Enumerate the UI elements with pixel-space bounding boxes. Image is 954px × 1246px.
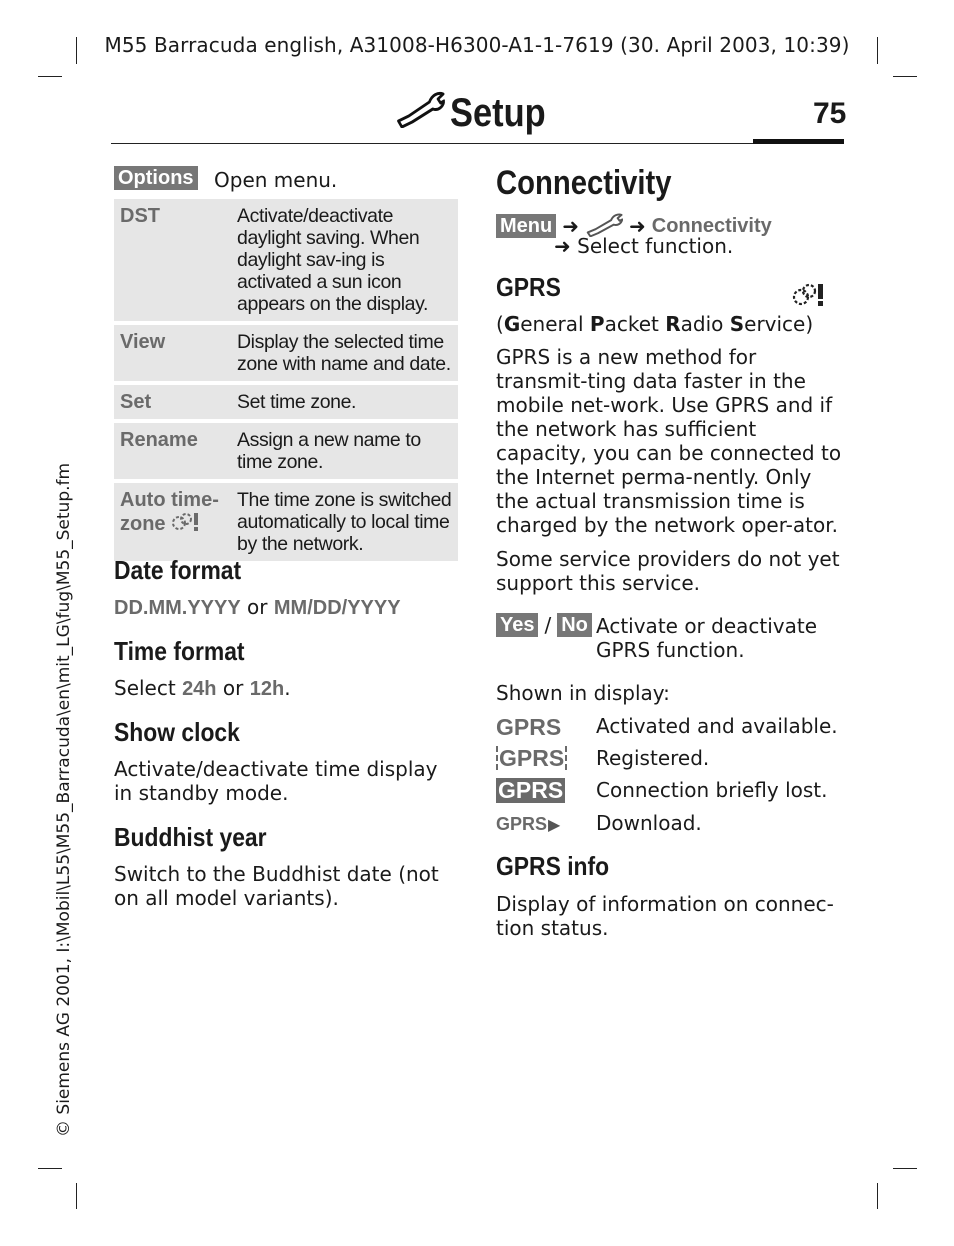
crop-mark: [76, 1183, 77, 1209]
crop-mark: [38, 76, 62, 77]
gprs-state-desc: Registered.: [596, 746, 710, 770]
gprs-state-desc: Download.: [596, 811, 702, 835]
shown-in-display: Shown in display:: [496, 681, 670, 705]
word-rest: eneral: [520, 312, 590, 336]
gprs-download-indicator: [496, 814, 560, 835]
initial-letter: G: [503, 312, 521, 336]
time-format-heading: Time format: [114, 636, 245, 666]
show-clock-heading: Show clock: [114, 717, 240, 747]
gprs-info-text: Display of information on connec-tion status.: [496, 892, 834, 940]
arrow-right-icon: ➜: [562, 214, 579, 238]
separator: /: [544, 613, 552, 637]
gprs-heading: GPRS: [496, 272, 561, 302]
table-row: [114, 325, 458, 385]
date-format-options: [114, 595, 401, 620]
word-rest: adio: [680, 312, 730, 336]
word-rest: acket: [604, 312, 666, 336]
gprs-expansion: (General Packet Radio Service): [496, 312, 814, 336]
select-text: Select: [114, 676, 176, 700]
arrow-right-icon: ➜: [628, 214, 646, 238]
date-format-heading: Date format: [114, 555, 242, 585]
option-key: Rename: [114, 423, 237, 483]
date-format-option: MM/DD/YYYY: [273, 597, 401, 619]
page-number: 75: [813, 97, 847, 130]
option-key-text: Auto time-zone: [120, 489, 219, 535]
or-text: or: [222, 676, 244, 700]
time-format-option: 24h: [182, 678, 217, 700]
period: .: [284, 676, 291, 700]
option-desc: Activate/deactivate daylight saving. When daylight sav-ing is activated a sun icon appears on the display.: [237, 199, 458, 325]
gprs-download-icon: GPRS: [496, 814, 548, 834]
crop-mark: [38, 1168, 62, 1169]
option-key: Set: [114, 385, 237, 423]
gprs-availability: Some service providers do not yet support this service.: [496, 547, 840, 595]
initial-letter: S: [729, 312, 745, 336]
option-key: DST: [114, 199, 237, 325]
gprs-active-icon: GPRS: [496, 714, 562, 740]
yes-no-desc: Activate or deactivate GPRS function.: [596, 614, 818, 662]
play-triangle-icon: ▶: [548, 815, 561, 834]
crop-mark: [893, 1168, 917, 1169]
page-number-rule: [753, 139, 844, 144]
show-clock-text: Activate/deactivate time display in standby mode.: [114, 757, 438, 805]
table-row: [114, 423, 458, 483]
gprs-lost-icon: GPRS: [498, 777, 564, 803]
connectivity-heading: Connectivity: [496, 164, 672, 202]
word-rest: ervice: [744, 312, 806, 336]
no-softkey: No: [557, 613, 592, 637]
option-desc: Set time zone.: [237, 385, 458, 423]
option-desc: Assign a new name to time zone.: [237, 423, 458, 483]
options-table: [114, 199, 458, 565]
network-service-icon: [171, 511, 203, 538]
time-format-option: 12h: [249, 678, 285, 700]
menu-path-item: Connectivity: [651, 214, 772, 237]
buddhist-year-text: Switch to the Buddhist date (not on all model variants).: [114, 862, 439, 910]
gprs-state-desc: Activated and available.: [596, 714, 838, 738]
menu-softkey: Menu: [496, 214, 556, 238]
print-header: M55 Barracuda english, A31008-H6300-A1-1-7619 (30. April 2003, 10:39): [104, 33, 850, 57]
option-key: [114, 483, 237, 565]
gprs-state-desc: Connection briefly lost.: [596, 778, 828, 802]
select-function-text: Select function.: [577, 234, 734, 258]
page-title: [395, 88, 546, 138]
gprs-info-heading: GPRS info: [496, 851, 610, 881]
initial-letter: P: [589, 312, 605, 336]
table-row: [114, 385, 458, 423]
page-title-text: Setup: [450, 90, 546, 135]
side-file-path: © Siemens AG 2001, I:\Mobil\L55\M55_Barracuda\en\mit_LG\fug\M55_Setup.fm: [54, 462, 74, 1137]
yes-no-keys: [496, 613, 592, 637]
header-rule: [111, 143, 844, 144]
table-row: [114, 199, 458, 325]
options-softkey: Options: [114, 166, 198, 190]
option-desc: Display the selected time zone with name and date.: [237, 325, 458, 385]
time-format-options: [114, 676, 291, 701]
network-service-icon: [792, 282, 826, 312]
initial-letter: R: [665, 312, 681, 336]
date-format-option: DD.MM.YYYY: [114, 597, 241, 619]
crop-mark: [877, 1183, 878, 1209]
wrench-icon: [395, 88, 445, 138]
arrow-right-icon: ➜: [554, 234, 571, 258]
table-row: [114, 483, 458, 565]
buddhist-year-heading: Buddhist year: [114, 822, 267, 852]
gprs-registered-icon: GPRS: [496, 746, 567, 770]
select-function: [554, 234, 733, 258]
yes-softkey: Yes: [496, 613, 538, 637]
gprs-description: GPRS is a new method for transmit-ting data faster in the mobile net-work. Use GPRS and if the network has sufficient capacity, you can be connected to the Internet perma-nently. Only the actual transmission time is charged by the network oper-ator.: [496, 345, 842, 537]
options-key: [114, 166, 198, 190]
options-desc: Open menu.: [214, 168, 338, 192]
crop-mark: [893, 76, 917, 77]
option-desc: The time zone is switched automatically to local time by the network.: [237, 483, 458, 565]
or-text: or: [247, 595, 268, 619]
option-key: View: [114, 325, 237, 385]
